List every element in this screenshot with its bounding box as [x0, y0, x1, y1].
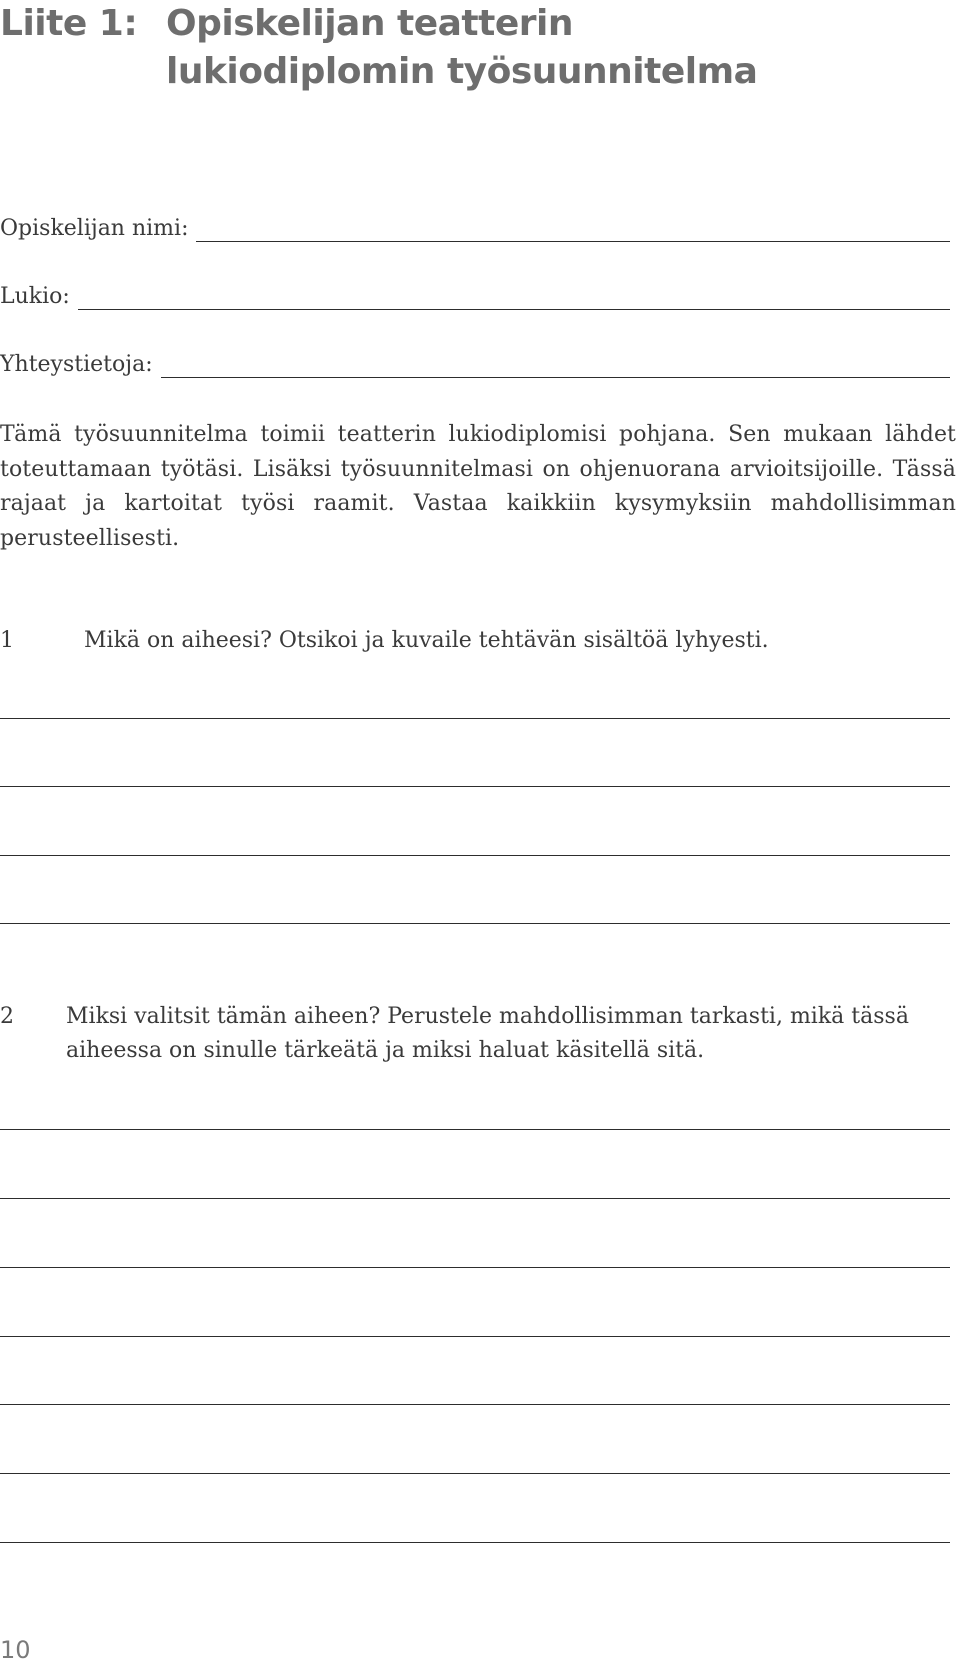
question-2-number: 2 — [0, 1004, 14, 1029]
answer-2-line-1[interactable] — [0, 1129, 950, 1130]
page-title: Opiskelijan teatterin lukiodiplomin työsuunnitelma — [166, 3, 758, 92]
contact-line[interactable] — [161, 353, 950, 378]
answer-2-line-5[interactable] — [0, 1404, 950, 1405]
school-label: Lukio: — [0, 284, 70, 309]
question-2-text: Miksi valitsit tämän aiheen? Perustele mahdollisimman tarkasti, mikä tässä aiheessa on sinulle tärkeätä ja miksi haluat käsitellä sitä. — [66, 1004, 909, 1063]
student-name-field — [0, 208, 950, 242]
question-1-number: 1 — [0, 628, 14, 653]
school-field — [0, 276, 950, 310]
question-1 — [0, 624, 956, 658]
student-name-line[interactable] — [196, 217, 950, 242]
answer-1-line-2[interactable] — [0, 786, 950, 787]
student-name-label: Opiskelijan nimi: — [0, 216, 189, 241]
answer-1-line-3[interactable] — [0, 855, 950, 856]
contact-label: Yhteystietoja: — [0, 352, 153, 377]
answer-1-line-1[interactable] — [0, 718, 950, 719]
answer-1-line-4[interactable] — [0, 923, 950, 924]
answer-2-line-3[interactable] — [0, 1267, 950, 1268]
intro-paragraph: Tämä työsuunnitelma toimii teatterin lukiodiplomisi pohjana. Sen mukaan lähdet toteuttamaan työtäsi. Lisäksi työsuunnitelmasi on ohjenuorana arvioitsijoille. Tässä rajaat ja kartoitat työsi raamit. Vastaa kaikkiin kysymyksiin mahdollisimman perusteellisesti. — [0, 422, 956, 551]
answer-2-line-2[interactable] — [0, 1198, 950, 1199]
answer-2-line-6[interactable] — [0, 1473, 950, 1474]
page-number: 10 — [0, 1636, 31, 1664]
answer-2-line-7[interactable] — [0, 1542, 950, 1543]
appendix-label: Liite 1: — [0, 3, 138, 44]
contact-field — [0, 344, 950, 378]
question-2 — [0, 1000, 956, 1068]
question-1-text: Mikä on aiheesi? Otsikoi ja kuvaile tehtävän sisältöä lyhyesti. — [84, 628, 769, 653]
school-line[interactable] — [78, 285, 950, 310]
answer-2-line-4[interactable] — [0, 1336, 950, 1337]
